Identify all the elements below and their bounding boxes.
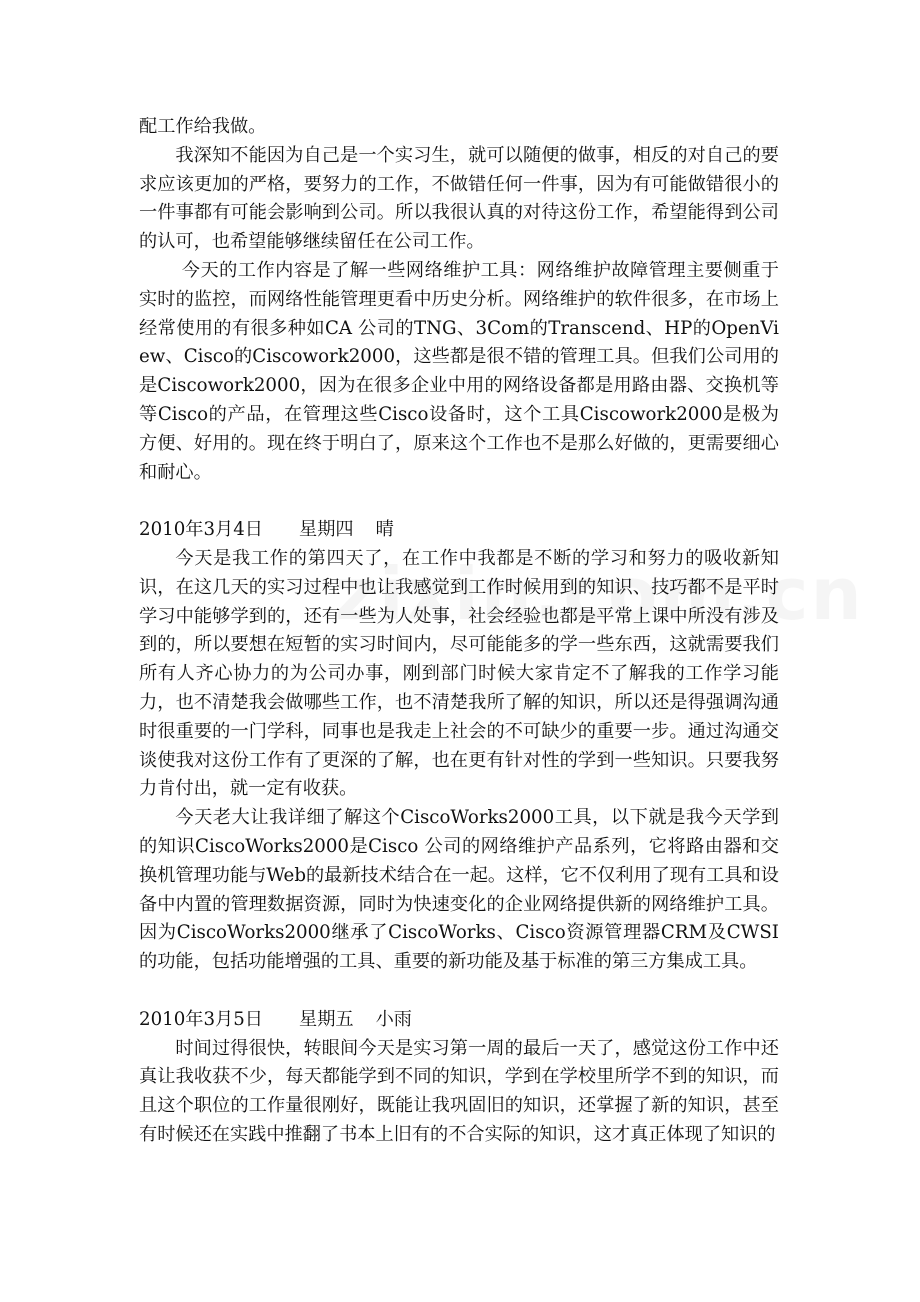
entry-header-0304 xyxy=(139,516,779,545)
entry-weather: 小雨 xyxy=(375,1008,412,1030)
entry-date: 2010年3月4日 xyxy=(139,519,263,541)
paragraph-day-four: 今天是我工作的第四天了，在工作中我都是不断的学习和努力的吸收新知识，在这几天的实习过程中也让我感觉到工作时候用到的知识、技巧都不是平时学习中能够学到的，还有一些为人处事，社会经验也都是平常上课中所没有涉及到的，所以要想在短暂的实习时间内，尽可能能多的学一些东西，这就需要我们所有人齐心协力的为公司办事，刚到部门时候大家肯定不了解我的工作学习能力，也不清楚我会做哪些工作，也不清楚我所了解的知识，所以还是得强调沟通时很重要的一门学科，同事也是我走上社会的不可缺少的重要一步。通过沟通交谈使我对这份工作有了更深的了解，也在更有针对性的学到一些知识。只要我努力肯付出，就一定有收获。 xyxy=(139,547,779,800)
document-page xyxy=(139,113,779,1150)
entry-date: 2010年3月5日 xyxy=(139,1008,263,1030)
paragraph-continuation: 配工作给我做。 xyxy=(139,116,267,137)
entry-header-0305 xyxy=(139,1006,779,1035)
spacer xyxy=(139,487,779,516)
entry-weekday: 星期四 xyxy=(299,519,354,541)
paragraph-ciscoworks: 今天老大让我详细了解这个CiscoWorks2000工具，以下就是我今天学到的知识CiscoWorks2000是Cisco 公司的网络维护产品系列，它将路由器和交换机管理功能与Web的最新技术结合在一起。这样，它不仅利用了现有工具和设备中内置的管理数据资源，同时为快速变化的企业网络提供新的网络维护工具。因为CiscoWorks2000继承了CiscoWorks、Cisco资源管理器CRM及CWSI的功能，包括功能增强的工具、重要的新功能及基于标准的第三方集成工具。 xyxy=(139,807,779,973)
paragraph-intern-attitude: 我深知不能因为自己是一个实习生，就可以随便的做事，相反的对自己的要求应该更加的严格，要努力的工作，不做错任何一件事，因为有可能做错很小的一件事都有可能会影响到公司。所以我很认真的对待这份工作，希望能得到公司的认可，也希望能够继续留任在公司工作。 xyxy=(139,144,779,253)
paragraph-week-end: 时间过得很快，转眼间今天是实习第一周的最后一天了，感觉这份工作中还真让我收获不少，每天都能学到不同的知识，学到在学校里所学不到的知识，而且这个职位的工作量很刚好，既能让我巩固旧的知识，还掌握了新的知识，甚至有时候还在实践中推翻了书本上旧有的不合实际的知识，这才真正体现了知识的 xyxy=(139,1037,779,1145)
spacer xyxy=(139,977,779,1006)
entry-weekday: 星期五 xyxy=(299,1008,354,1030)
entry-weather: 晴 xyxy=(375,519,394,541)
paragraph-network-tools: 今天的工作内容是了解一些网络维护工具：网络维护故障管理主要侧重于实时的监控，而网络性能管理更看中历史分析。网络维护的软件很多，在市场上经常使用的有很多种如CA 公司的TNG、3Com的Transcend、HP的OpenView、Cisco的Ciscowork2000，这些都是很不错的管理工具。但我们公司用的是Ciscowork2000，因为在很多企业中用的网络设备都是用路由器、交换机等等Cisco的产品，在管理这些Cisco设备时，这个工具Ciscowork2000是极为方便、好用的。现在终于明白了，原来这个工作也不是那么好做的，更需要细心和耐心。 xyxy=(139,259,779,483)
